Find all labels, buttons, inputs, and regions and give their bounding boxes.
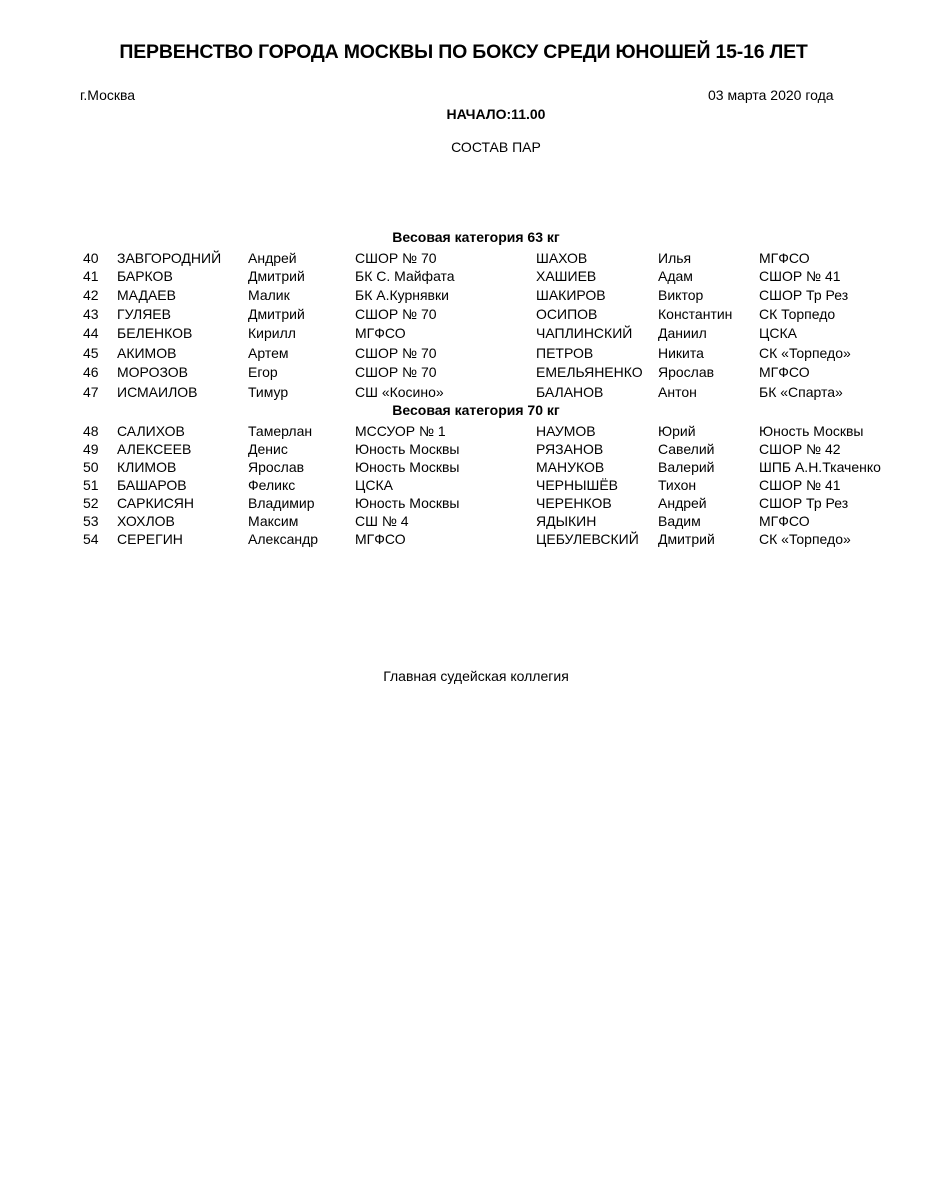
fighter2-surname: НАУМОВ [536,423,596,439]
fighter2-surname: ЯДЫКИН [536,513,597,529]
fighter2-team: СК «Торпедо» [759,531,851,547]
fighter2-team: МГФСО [759,513,810,529]
fighter2-surname: ЦЕБУЛЕВСКИЙ [536,531,639,547]
fighter1-surname: ЗАВГОРОДНИЙ [117,250,222,266]
fighter1-team: ЦСКА [355,477,393,493]
pair-number: 40 [83,250,99,266]
fighter1-team: СШ «Косино» [355,384,444,400]
fighter1-name: Тамерлан [248,423,313,439]
fighter2-team: СШОР № 41 [759,477,841,493]
pair-number: 53 [83,513,99,529]
pair-number: 54 [83,531,99,547]
fighter2-surname: ШАХОВ [536,250,588,266]
fighter2-name: Вадим [658,513,701,529]
fighter1-surname: САРКИСЯН [117,495,195,511]
fighter2-surname: ЧЕРЕНКОВ [536,495,612,511]
pair-number: 44 [83,325,99,341]
fighter1-name: Ярослав [248,459,305,475]
fighter2-surname: ЕМЕЛЬЯНЕНКО [536,364,643,380]
fighter2-surname: МАНУКОВ [536,459,605,475]
date-label: 03 марта 2020 года [708,87,834,103]
fighter2-team: МГФСО [759,364,810,380]
fighter1-surname: ИСМАИЛОВ [117,384,198,400]
fighter1-surname: БАРКОВ [117,268,173,284]
fighter2-name: Юрий [658,423,696,439]
fighter1-name: Егор [248,364,278,380]
fighter2-team: ШПБ А.Н.Ткаченко [759,459,881,475]
fighter2-team: СШОР Тр Рез [759,287,849,303]
fighter1-surname: АЛЕКСЕЕВ [117,441,192,457]
start-time: НАЧАЛО:11.00 [446,106,546,122]
fighter1-team: Юность Москвы [355,495,460,511]
fighter1-surname: САЛИХОВ [117,423,185,439]
fighter2-team: МГФСО [759,250,810,266]
fighter2-name: Валерий [658,459,715,475]
fighter1-team: Юность Москвы [355,459,460,475]
fighter2-name: Савелий [658,441,715,457]
fighter2-name: Никита [658,345,704,361]
fighter2-name: Андрей [658,495,707,511]
fighter1-name: Малик [248,287,290,303]
weight-category-heading: Весовая категория 63 кг [392,229,560,245]
fighter2-name: Адам [658,268,693,284]
fighter1-name: Александр [248,531,319,547]
pair-number: 46 [83,364,99,380]
fighter1-name: Дмитрий [248,306,305,322]
fighter2-name: Даниил [658,325,707,341]
fighter1-team: СШОР № 70 [355,306,437,322]
fighter1-name: Кирилл [248,325,296,341]
pair-number: 51 [83,477,99,493]
pair-number: 49 [83,441,99,457]
fighter2-team: СШОР Тр Рез [759,495,849,511]
fighter1-surname: МОРОЗОВ [117,364,188,380]
fighter1-team: СШОР № 70 [355,364,437,380]
fighter1-team: СШОР № 70 [355,250,437,266]
fighter1-name: Дмитрий [248,268,305,284]
fighter2-team: БК «Спарта» [759,384,843,400]
pair-number: 48 [83,423,99,439]
fighter2-name: Илья [658,250,692,266]
page-title: ПЕРВЕНСТВО ГОРОДА МОСКВЫ ПО БОКСУ СРЕДИ ЮНОШЕЙ 15-16 ЛЕТ [119,41,808,63]
fighter1-name: Феликс [248,477,296,493]
fighter2-team: СК «Торпедо» [759,345,851,361]
fighter1-surname: ГУЛЯЕВ [117,306,171,322]
fighter2-surname: ЧАПЛИНСКИЙ [536,325,633,341]
fighter2-team: Юность Москвы [759,423,864,439]
city-label: г.Москва [80,87,136,103]
fighter1-surname: БЕЛЕНКОВ [117,325,193,341]
fighter2-surname: ПЕТРОВ [536,345,594,361]
fighter1-surname: АКИМОВ [117,345,177,361]
pair-number: 47 [83,384,99,400]
fighter2-team: ЦСКА [759,325,797,341]
fighter2-name: Тихон [658,477,697,493]
fighter2-name: Антон [658,384,697,400]
fighter1-name: Максим [248,513,299,529]
fighter1-surname: МАДАЕВ [117,287,176,303]
judges-signature: Главная судейская коллегия [383,668,569,684]
fighter1-name: Тимур [248,384,289,400]
fighter1-team: МССУОР № 1 [355,423,446,439]
weight-category-heading: Весовая категория 70 кг [392,402,560,418]
fighter2-name: Ярослав [658,364,715,380]
fighter2-team: СК Торпедо [759,306,836,322]
pairs-heading: СОСТАВ ПАР [451,139,541,155]
fighter2-surname: РЯЗАНОВ [536,441,604,457]
fighter2-surname: ОСИПОВ [536,306,598,322]
fighter1-surname: ХОХЛОВ [117,513,175,529]
fighter1-team: БК А.Курнявки [355,287,449,303]
pair-number: 50 [83,459,99,475]
fighter1-name: Денис [248,441,288,457]
fighter1-surname: СЕРЕГИН [117,531,183,547]
fighter1-surname: БАШАРОВ [117,477,187,493]
pair-number: 52 [83,495,99,511]
pair-number: 45 [83,345,99,361]
fighter1-team: Юность Москвы [355,441,460,457]
fighter1-team: БК С. Майфата [355,268,455,284]
fighter1-surname: КЛИМОВ [117,459,177,475]
fighter1-team: МГФСО [355,325,406,341]
fighter2-surname: ХАШИЕВ [536,268,597,284]
pair-number: 43 [83,306,99,322]
fighter2-surname: ЧЕРНЫШЁВ [536,477,619,493]
fighter2-team: СШОР № 41 [759,268,841,284]
fighter2-surname: ШАКИРОВ [536,287,606,303]
fighter1-team: МГФСО [355,531,406,547]
fighter2-surname: БАЛАНОВ [536,384,604,400]
fighter1-name: Андрей [248,250,297,266]
fighter2-team: СШОР № 42 [759,441,841,457]
fighter1-name: Владимир [248,495,315,511]
pair-number: 41 [83,268,99,284]
pair-number: 42 [83,287,99,303]
fighter2-name: Виктор [658,287,704,303]
fighter2-name: Дмитрий [658,531,715,547]
fighter1-name: Артем [248,345,289,361]
fighter1-team: СШ № 4 [355,513,409,529]
fighter1-team: СШОР № 70 [355,345,437,361]
fighter2-name: Константин [658,306,733,322]
